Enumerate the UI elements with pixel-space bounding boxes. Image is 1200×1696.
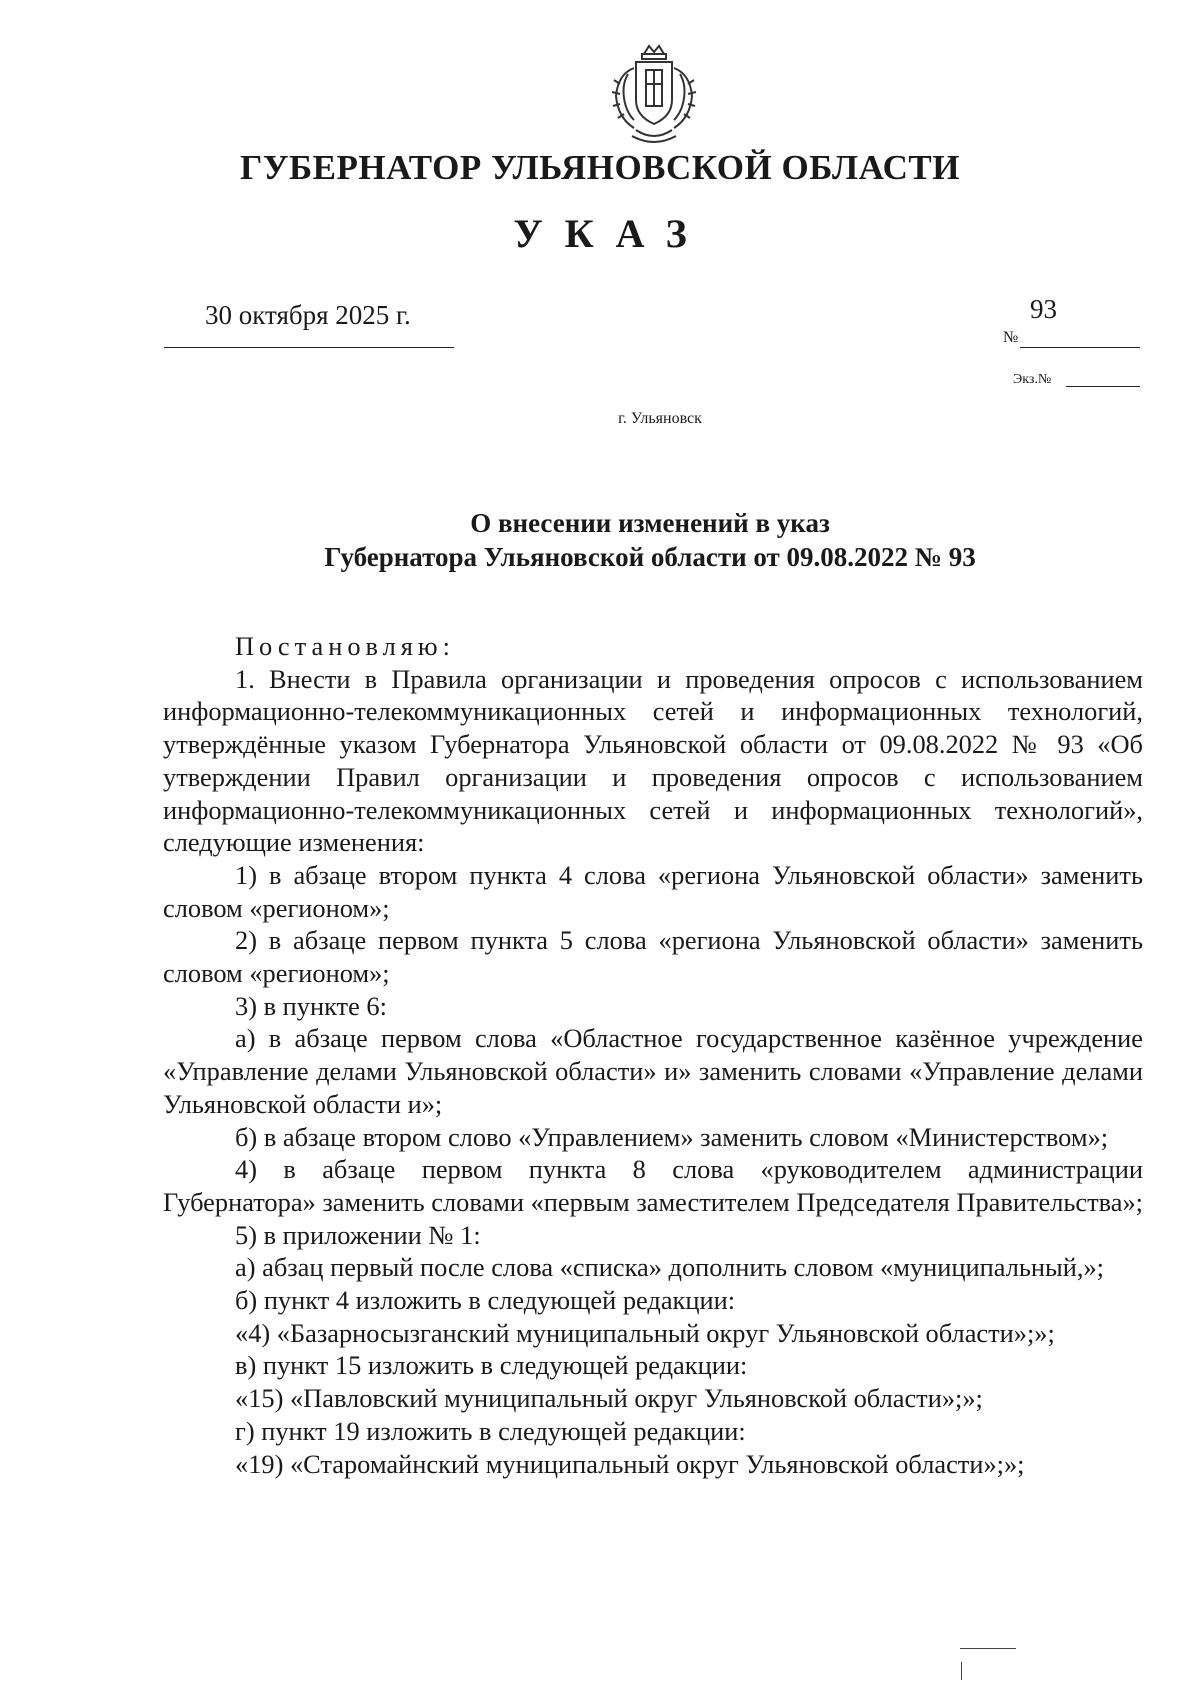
decree-number: 93 xyxy=(1030,294,1057,324)
number-underline xyxy=(1020,347,1140,348)
paragraph: 2) в абзаце первом пункта 5 слова «региона Ульяновской области» заменить словом «регионом»; xyxy=(163,925,1143,989)
title-line: О внесении изменений в указ xyxy=(470,508,830,538)
paragraph: «19) «Старомайнский муниципальный округ Ульяновской области»;»; xyxy=(235,1448,1025,1479)
paragraph: б) в абзаце втором слово «Управлением» заменить словом «Министерством»; xyxy=(235,1121,1109,1152)
paragraph: в) пункт 15 изложить в следующей редакции: xyxy=(235,1350,748,1381)
document-type: УКАЗ xyxy=(513,211,709,256)
city: г. Ульяновск xyxy=(618,410,702,427)
paragraph: «15) «Павловский муниципальный округ Ульяновской области»;»; xyxy=(235,1383,983,1414)
paragraph: 1. Внести в Правила организации и проведения опросов с использованием информационно-телекоммуникационных сетей и информационных технологий, утверждённые указом Губернатора Ульяновской области от 09.08.2022 № 93 «Об утверждении Правил организации и проведения опросов с использованием информационно-телекоммуникационных сетей и информационных технологий», следующие изменения: xyxy=(163,663,1143,858)
paragraph: 3) в пункте 6: xyxy=(235,990,387,1021)
coat-of-arms-icon xyxy=(606,44,702,148)
decree-title xyxy=(0,506,1200,574)
page-corner-mark xyxy=(961,1662,962,1680)
date-underline xyxy=(164,347,454,348)
number-label: № xyxy=(1003,329,1019,346)
paragraph: 4) в абзаце первом пункта 8 слова «руководителем администрации Губернатора» заменить словами «первым заместителем Председателя Правительства»; xyxy=(163,1154,1143,1217)
paragraph: 5) в приложении № 1: xyxy=(235,1219,481,1250)
paragraph: «4) «Базарносызганский муниципальный округ Ульяновской области»;»; xyxy=(235,1317,1055,1348)
page-corner-mark xyxy=(960,1648,1016,1649)
issuing-authority: ГУБЕРНАТОР УЛЬЯНОВСКОЙ ОБЛАСТИ xyxy=(240,148,960,187)
decree-date: 30 октября 2025 г. xyxy=(205,300,411,330)
copy-number-underline xyxy=(1066,386,1140,387)
resolution-word: Постановляю: xyxy=(235,631,455,661)
paragraph: а) в абзаце первом слова «Областное государственное казённое учреждение «Управление делами Ульяновской области» и» заменить словами «Управление делами Ульяновской области и»; xyxy=(163,1023,1143,1119)
paragraph: б) пункт 4 изложить в следующей редакции: xyxy=(235,1285,736,1316)
copy-number-label: Экз.№ xyxy=(1013,372,1052,387)
paragraph: 1) в абзаце втором пункта 4 слова «региона Ульяновской области» заменить словом «регионом»; xyxy=(163,859,1143,923)
paragraph: а) абзац первый после слова «списка» дополнить словом «муниципальный,»; xyxy=(235,1252,1104,1283)
title-line: Губернатора Ульяновской области от 09.08.2022 № 93 xyxy=(324,542,976,572)
paragraph: г) пункт 19 изложить в следующей редакции: xyxy=(235,1415,746,1446)
decree-body xyxy=(163,630,1143,1480)
